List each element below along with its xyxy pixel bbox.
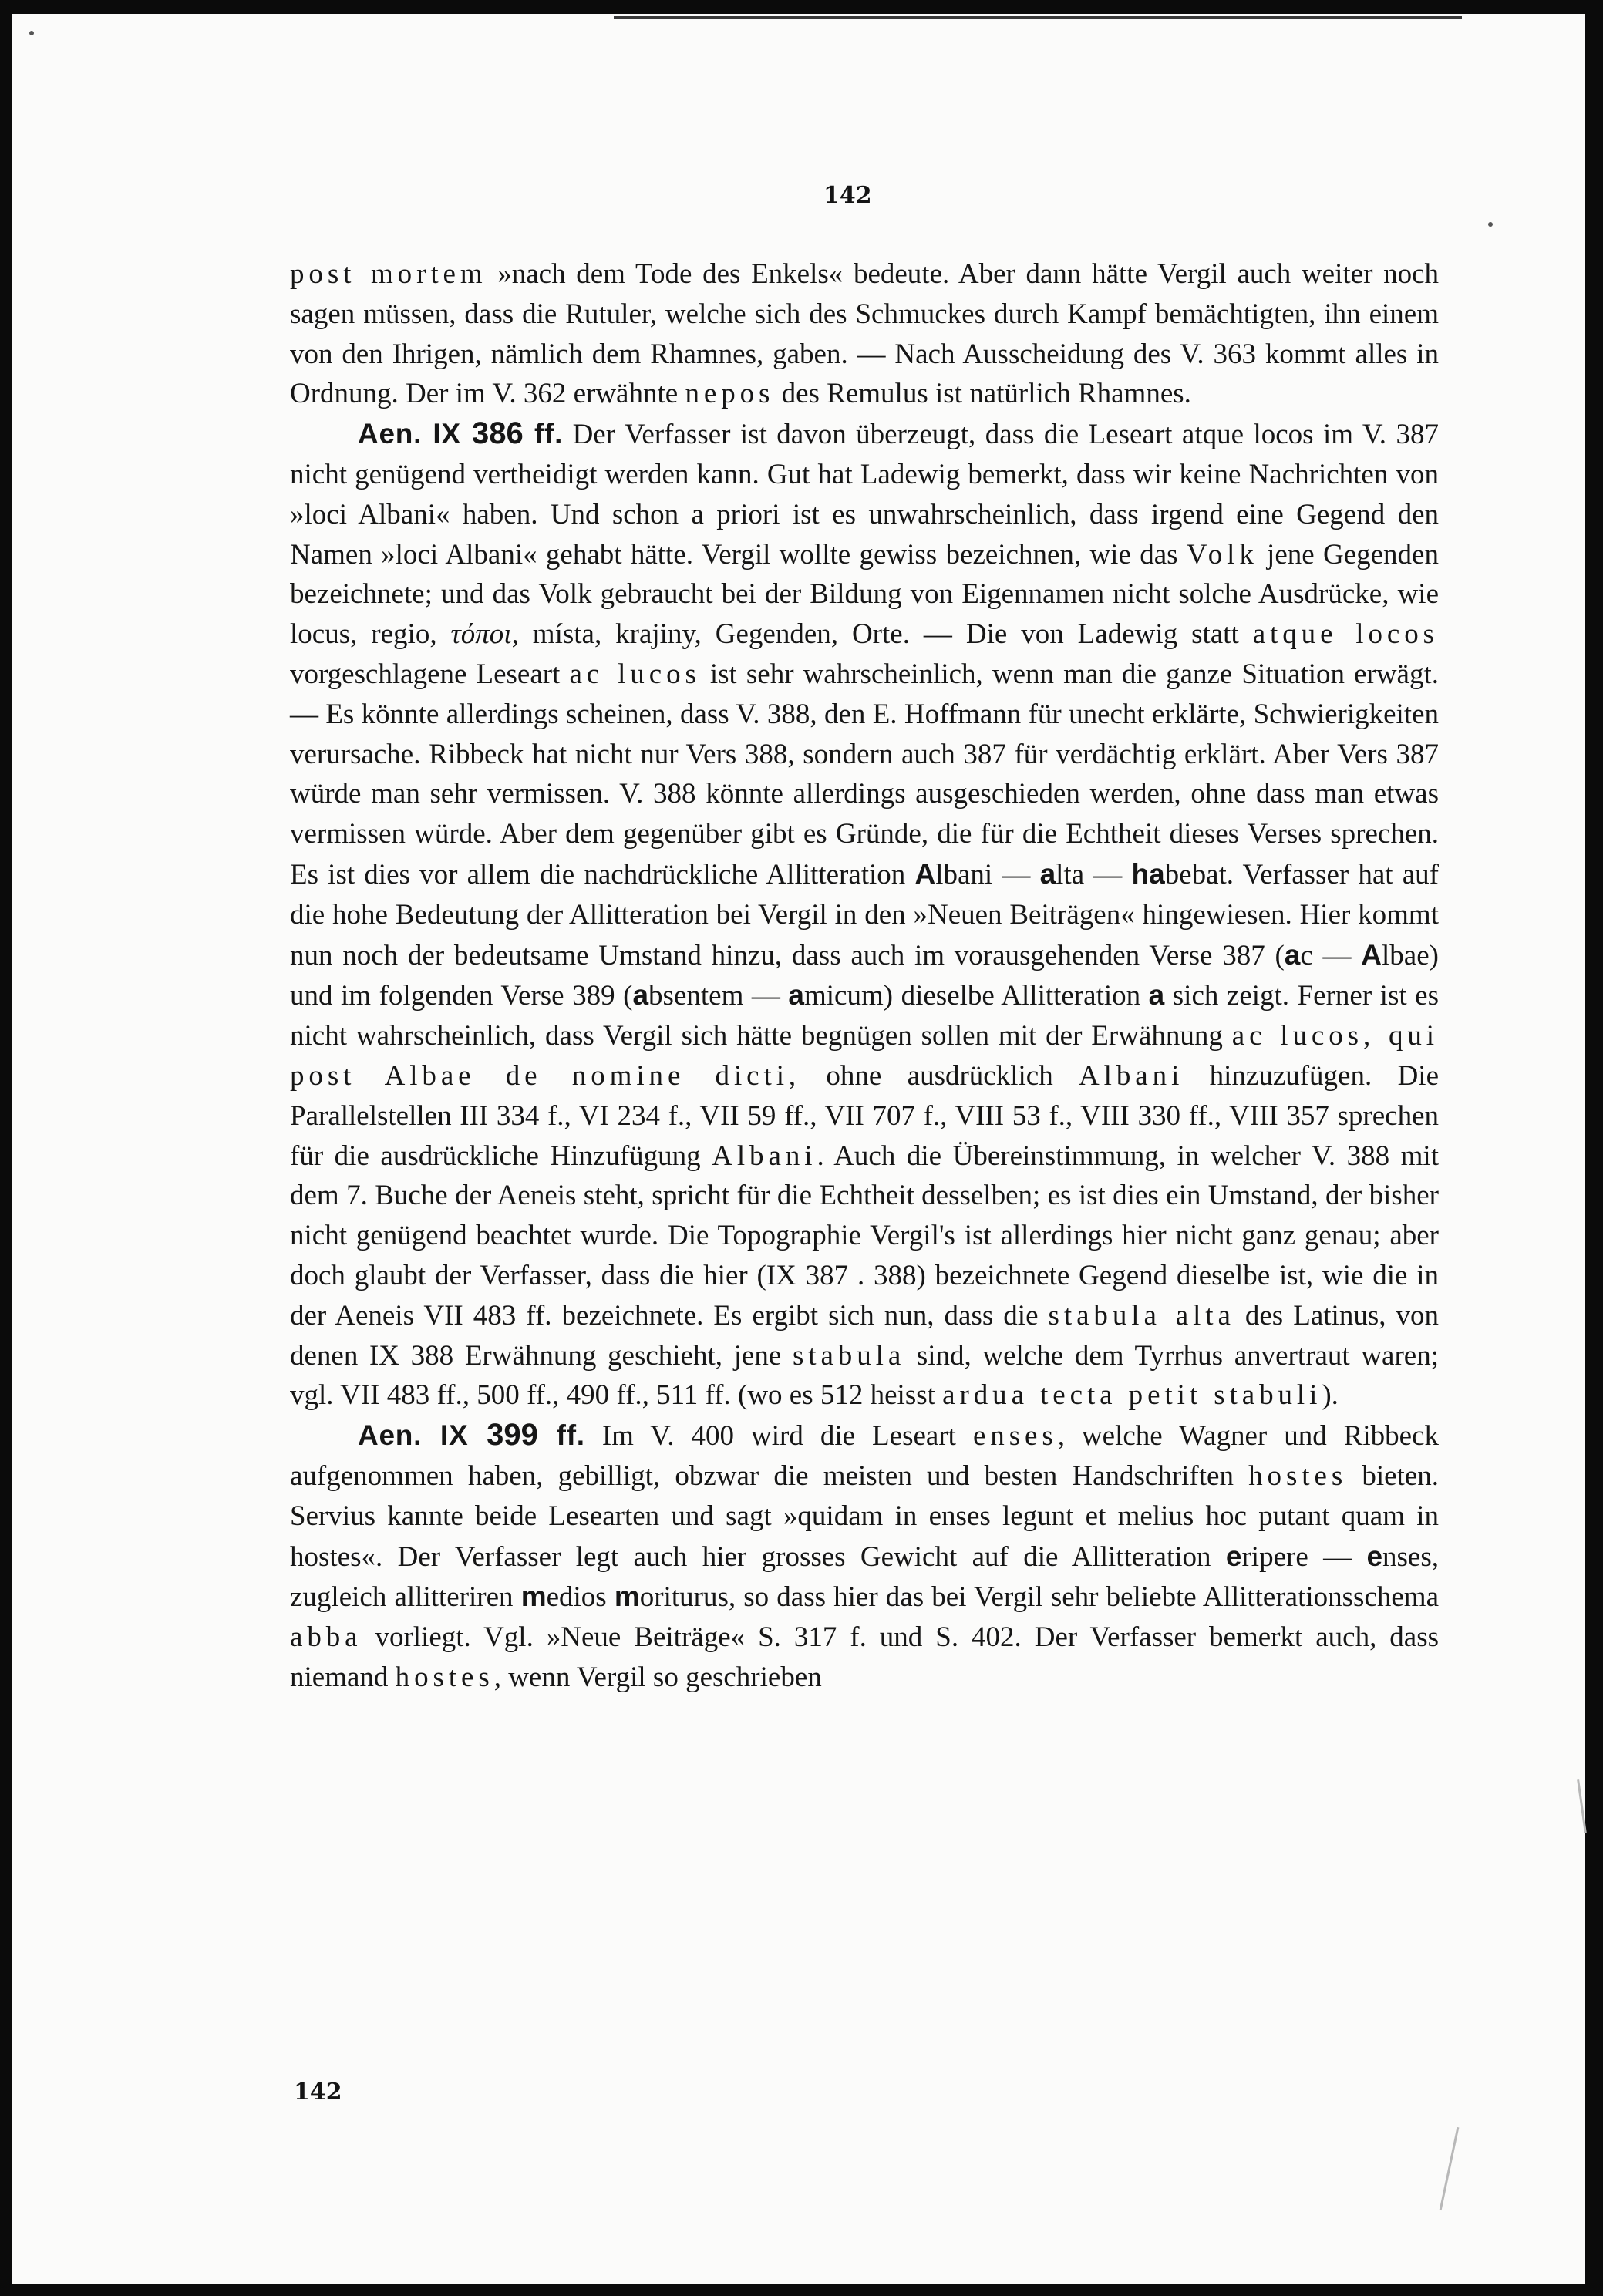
text-run: nses, zugleich allitteriren — [290, 1540, 1439, 1614]
text-run: ohne ausdrücklich — [800, 1059, 1079, 1092]
text-run: ripere — — [1241, 1540, 1367, 1573]
spaced-term: hostes — [395, 1661, 494, 1693]
spaced-term: Volk — [1186, 538, 1258, 571]
alliteration-letter: a — [632, 979, 649, 1012]
text-run: lbani — — [935, 858, 1040, 890]
text-run: des Latinus, von denen IX 388 Erwähnung geschieht, jene — [290, 1299, 1440, 1372]
paragraph-aen-ix-399 — [290, 1416, 1439, 1698]
paragraph-aen-ix-386 — [290, 414, 1439, 1416]
greek-term: τόποι — [450, 618, 512, 651]
spaced-term: Albani — [712, 1140, 817, 1172]
text-run: sind, welche dem Tyrrhus anvertraut waren; vgl. VII 483 ff., 500 ff., 490 ff., 511 ff. (wo es 512 heisst — [290, 1339, 1439, 1412]
text-run: Im V. 400 wird die Leseart — [584, 1420, 973, 1453]
text-run: lbae) und im folgenden Verse 389 ( — [290, 939, 1439, 1012]
text-run: , welche Wagner und Ribbeck aufgenommen haben, gebilligt, obzwar die meisten und besten Handschriften — [290, 1420, 1440, 1492]
spaced-term: ardua tecta petit stabuli — [942, 1379, 1322, 1412]
alliteration-letter: a — [1284, 938, 1301, 971]
text-run: oriturus, so dass hier das bei Vergil sehr beliebte Allitterationsschema — [639, 1581, 1440, 1614]
scanned-page — [12, 14, 1585, 2284]
text-run: . Auch die Übereinstimmung, in welcher V. 388 mit dem 7. Buche der Aeneis steht, spricht für die Echtheit desselben; es ist dies ein Umstand, der bisher nicht genügend beachtet wurde. Die Topographie Vergil's ist allerdings hier nicht ganz genau; aber doch glaubt der Verfasser, dass die hier (IX 387 . 388) bezeichnete Gegend dieselbe ist, wie die in der Aeneis VII 483 ff. bezeichnete. Es ergibt sich nun, dass die — [290, 1140, 1439, 1331]
section-heading-number: 399 — [487, 1418, 538, 1453]
text-run: sich zeigt. Ferner ist es nicht wahrscheinlich, dass Vergil sich hätte begnügen sollen mit der Erwähnung — [290, 980, 1439, 1052]
article-body — [290, 254, 1439, 1698]
text-run: micum) dieselbe Allitteration — [803, 980, 1149, 1012]
text-run: bsentem — — [648, 980, 789, 1012]
text-run: bieten. Servius kannte beide Lesearten und sagt »quidam in enses legunt et melius hoc putant quam in hostes«. Der Verfasser legt auch hier grosses Gewicht auf die Allitteration — [290, 1459, 1439, 1573]
alliteration-letter: a — [1148, 979, 1165, 1012]
alliteration-letter: m — [614, 1581, 640, 1613]
spaced-term: post mortem — [290, 258, 487, 290]
text-run: »nach dem Tode des Enkels« bedeute. Aber dann hätte Vergil auch weiter noch sagen müssen, dass die Rutuler, welche sich des Schmuckes durch Kampf bemächtigten, ihn einem von den Ihrigen, nämlich dem Rhamnes, gaben. — Nach Ausscheidung des V. 363 kommt alles in Ordnung. Der im V. 362 erwähnte — [290, 258, 1439, 410]
margin-scratch-bottom — [1440, 2127, 1460, 2210]
alliteration-letter: e — [1225, 1540, 1242, 1572]
paragraph-post-mortem — [290, 254, 1439, 414]
text-run: vorliegt. Vgl. »Neue Beiträge« S. 317 f. und S. 402. Der Verfasser bemerkt auch, dass niemand — [290, 1621, 1439, 1693]
alliteration-letter: e — [1366, 1540, 1383, 1572]
text-run: lta — — [1056, 858, 1132, 890]
text-run: ). — [1322, 1379, 1339, 1412]
spaced-term: ac lucos — [569, 658, 701, 690]
alliteration-letter: A — [1361, 938, 1382, 971]
section-heading: Aen. IX — [358, 418, 473, 450]
text-run: jene Gegenden bezeichnete; und das Volk gebraucht bei der Bildung von Eigennamen nicht solche Ausdrücke, wie locus, regio, — [290, 538, 1439, 651]
spaced-term: hostes — [1248, 1459, 1348, 1492]
text-run: c — — [1300, 939, 1362, 971]
margin-scratch-right — [1577, 1779, 1587, 1833]
spaced-term: stabula alta — [1048, 1299, 1235, 1331]
top-edge-rule — [614, 16, 1462, 19]
spaced-term: atque locos — [1252, 618, 1439, 651]
text-run: , místa, krajiny, Gegenden, Orte. — Die von Ladewig statt — [511, 618, 1253, 651]
text-run: vorgeschlagene Leseart — [290, 658, 570, 690]
text-run: ist sehr wahrscheinlich, wenn man die ganze Situation erwägt. — Es könnte allerdings scheinen, dass V. 388, den E. Hoffmann für unecht erklärte, Schwierigkeiten verursache. Ribbeck hat nicht nur Vers 388, sondern auch 387 für verdächtig erklärt. Aber Vers 387 würde man sehr vermissen. V. 388 könnte allerdings ausgeschieden werden, ohne dass man etwas vermissen würde. Aber dem gegenüber gibt es Gründe, die für die Echtheit dieses Verses sprechen. Es ist dies vor allem die nachdrückliche Allitteration — [290, 658, 1440, 890]
spaced-term: enses — [972, 1420, 1058, 1453]
alliteration-letter: m — [520, 1581, 547, 1613]
spaced-term: ac lucos, qui post Albae de nomine dicti, — [290, 1020, 1439, 1092]
text-run: bebat. Verfasser hat auf die hohe Bedeutung der Allitteration bei Vergil in den »Neuen Beiträgen« hingewiesen. Hier kommt nun noch der bedeutsame Umstand hinzu, dass auch im vorausgehenden Verse 387 ( — [290, 858, 1439, 971]
alliteration-letter: a — [788, 979, 804, 1012]
page-number-bottom: 142 — [294, 2079, 342, 2106]
speck-right — [1488, 222, 1493, 227]
text-run: Der Verfasser ist davon überzeugt, dass die Leseart atque locos im V. 387 nicht genügend vertheidigt werden kann. Gut hat Ladewig bemerkt, dass wir keine Nachrichten von »loci Albani« haben. Und schon a priori ist es unwahrscheinlich, dass irgend eine Gegend den Namen »loci Albani« gehabt hätte. Vergil wollte gewiss bezeichnen, wie das — [290, 419, 1439, 571]
text-run: , wenn Vergil so geschrieben — [493, 1661, 822, 1693]
section-heading: ff. — [523, 418, 564, 450]
section-heading: Aen. IX — [358, 1419, 487, 1452]
spaced-term: abba — [290, 1621, 362, 1654]
section-heading: ff. — [537, 1419, 585, 1452]
alliteration-letter: A — [914, 857, 936, 890]
alliteration-letter: a — [1039, 857, 1056, 890]
speck-left — [29, 31, 34, 35]
section-heading-number: 386 — [472, 416, 524, 451]
text-run: hinzuzufügen. Die Parallelstellen III 334 f., VI 234 f., VII 59 ff., VII 707 f., VIII 53 f., VIII 330 ff., VIII 357 sprechen für die ausdrückliche Hinzufügung — [290, 1059, 1439, 1172]
spaced-term: stabula — [792, 1339, 906, 1372]
alliteration-letter: ha — [1131, 857, 1165, 890]
page-number-top: 142 — [823, 182, 872, 209]
spaced-term: nepos — [685, 378, 775, 410]
spaced-term: Albani — [1079, 1059, 1184, 1092]
text-run: edios — [546, 1581, 615, 1614]
text-run: des Remulus ist natürlich Rhamnes. — [774, 378, 1191, 410]
